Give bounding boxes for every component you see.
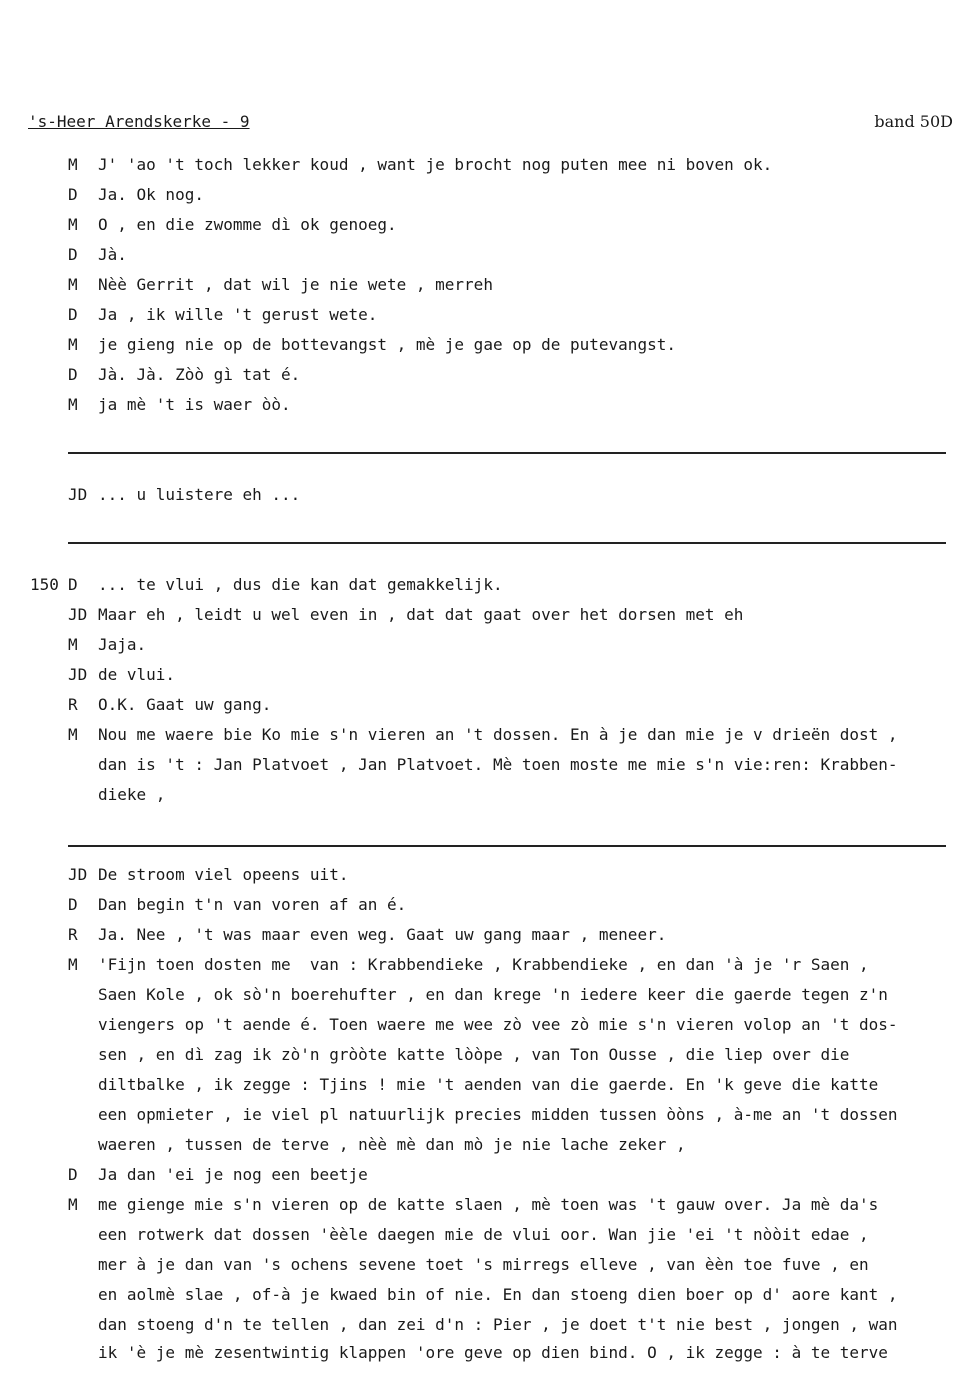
speaker-label: D xyxy=(68,245,78,264)
dialogue-line xyxy=(0,212,973,238)
utterance-text: diltbalke , ik zegge : Tjins ! mie 't aenden van die gaerde. En 'k geve die katte xyxy=(98,1075,879,1094)
utterance-text: Ja dan 'ei je nog een beetje xyxy=(98,1165,368,1184)
document-title: 's-Heer Arendskerke - 9 xyxy=(28,112,250,131)
utterance-text: Jaja. xyxy=(98,635,147,654)
utterance-text: Jà. Jà. Zòò gì tat é. xyxy=(98,365,301,384)
utterance-continuation xyxy=(0,1132,973,1158)
utterance-continuation xyxy=(0,782,973,808)
speaker-label: M xyxy=(68,335,78,354)
utterance-text: een rotwerk dat dossen 'èèle daegen mie de vlui oor. Wan jie 'ei 't nòòit edae , xyxy=(98,1225,869,1244)
speaker-label: R xyxy=(68,695,78,714)
utterance-continuation xyxy=(0,1042,973,1068)
dialogue-line xyxy=(0,392,973,418)
speaker-label: M xyxy=(68,155,78,174)
speaker-label: D xyxy=(68,365,78,384)
dialogue-line xyxy=(0,862,973,888)
dialogue-line xyxy=(0,1162,973,1188)
dialogue-line xyxy=(0,482,973,508)
utterance-text: een opmieter , ie viel pl natuurlijk precies midden tussen òòns , à-me an 't dossen xyxy=(98,1105,898,1124)
utterance-text: Saen Kole , ok sò'n boerehufter , en dan krege 'n iedere keer die gaerde tegen z'n xyxy=(98,985,888,1004)
utterance-text: Ja , ik wille 't gerust wete. xyxy=(98,305,378,324)
dialogue-line xyxy=(0,692,973,718)
speaker-label: M xyxy=(68,215,78,234)
utterance-text: ... u luistere eh ... xyxy=(98,485,301,504)
utterance-text: Ja. Nee , 't was maar even weg. Gaat uw gang maar , meneer. xyxy=(98,925,667,944)
utterance-text: dan is 't : Jan Platvoet , Jan Platvoet. Mè toen moste me mie s'n vie:ren: Krabben- xyxy=(98,755,898,774)
utterance-continuation xyxy=(0,1312,973,1338)
speaker-label: JD xyxy=(68,665,88,684)
utterance-text: mer à je dan van 's ochens sevene toet 's mirregs elleve , van èèn toe fuve , en xyxy=(98,1255,869,1274)
section-divider xyxy=(68,845,946,847)
utterance-continuation xyxy=(0,1340,973,1366)
speaker-label: M xyxy=(68,1195,78,1214)
utterance-text: viengers op 't aende é. Toen waere me wee zò vee zò mie s'n vieren volop an 't dos- xyxy=(98,1015,898,1034)
speaker-label: M xyxy=(68,635,78,654)
dialogue-line xyxy=(0,332,973,358)
speaker-label: JD xyxy=(68,605,88,624)
band-label: band 50D xyxy=(874,112,953,131)
utterance-text: De stroom viel opeens uit. xyxy=(98,865,349,884)
utterance-text: waeren , tussen de terve , nèè mè dan mò je nie lache zeker , xyxy=(98,1135,686,1154)
utterance-text: O.K. Gaat uw gang. xyxy=(98,695,272,714)
dialogue-line xyxy=(0,1192,973,1218)
utterance-text: Nèè Gerrit , dat wil je nie wete , merreh xyxy=(98,275,493,294)
utterance-text: sen , en dì zag ik zò'n gròòte katte lòòpe , van Ton Ousse , die liep over die xyxy=(98,1045,850,1064)
utterance-text: O , en die zwomme dì ok genoeg. xyxy=(98,215,397,234)
speaker-label: D xyxy=(68,185,78,204)
dialogue-line xyxy=(0,602,973,628)
section-divider xyxy=(68,542,946,544)
dialogue-line xyxy=(0,922,973,948)
speaker-label: D xyxy=(68,305,78,324)
utterance-continuation xyxy=(0,1012,973,1038)
speaker-label: R xyxy=(68,925,78,944)
speaker-label: M xyxy=(68,955,78,974)
utterance-text: Dan begin t'n van voren af an é. xyxy=(98,895,407,914)
dialogue-line xyxy=(0,182,973,208)
utterance-text: je gieng nie op de bottevangst , mè je gae op de putevangst. xyxy=(98,335,676,354)
speaker-label: M xyxy=(68,395,78,414)
utterance-continuation xyxy=(0,1252,973,1278)
utterance-continuation xyxy=(0,1222,973,1248)
utterance-continuation xyxy=(0,752,973,778)
utterance-text: J' 'ao 't toch lekker koud , want je brocht nog puten mee ni boven ok. xyxy=(98,155,773,174)
utterance-continuation xyxy=(0,1102,973,1128)
utterance-text: de vlui. xyxy=(98,665,176,684)
utterance-text: en aolmè slae , of-à je kwaed bin of nie. En dan stoeng dien boer op d' aore kant , xyxy=(98,1285,898,1304)
speaker-label: JD xyxy=(68,865,88,884)
speaker-label: M xyxy=(68,275,78,294)
speaker-label: JD xyxy=(68,485,88,504)
utterance-text: ... te vlui , dus die kan dat gemakkelijk. xyxy=(98,575,503,594)
dialogue-line xyxy=(0,272,973,298)
utterance-text: dieke , xyxy=(98,785,166,804)
line-number: 150 xyxy=(30,575,59,594)
utterance-text: ja mè 't is waer òò. xyxy=(98,395,291,414)
utterance-text: Ja. Ok nog. xyxy=(98,185,204,204)
speaker-label: M xyxy=(68,725,78,744)
speaker-label: D xyxy=(68,1165,78,1184)
dialogue-line xyxy=(0,362,973,388)
dialogue-line xyxy=(0,572,973,598)
utterance-text: Nou me waere bie Ko mie s'n vieren an 't dossen. En à je dan mie je v drieën dost , xyxy=(98,725,898,744)
utterance-text: dan stoeng d'n te tellen , dan zei d'n : Pier , je doet t't nie best , jongen , wan xyxy=(98,1315,898,1334)
utterance-text: 'Fijn toen dosten me van : Krabbendieke , Krabbendieke , en dan 'à je 'r Saen , xyxy=(98,955,869,974)
speaker-label: D xyxy=(68,575,78,594)
dialogue-line xyxy=(0,152,973,178)
utterance-text: ik 'è je mè zesentwintig klappen 'ore geve op dien bind. O , ik zegge : à te terve xyxy=(98,1343,888,1362)
dialogue-line xyxy=(0,892,973,918)
dialogue-line xyxy=(0,662,973,688)
utterance-text: Jà. xyxy=(98,245,127,264)
dialogue-line xyxy=(0,722,973,748)
speaker-label: D xyxy=(68,895,78,914)
dialogue-line xyxy=(0,302,973,328)
utterance-continuation xyxy=(0,982,973,1008)
section-divider xyxy=(68,452,946,454)
utterance-text: me gienge mie s'n vieren op de katte slaen , mè toen was 't gauw over. Ja mè da's xyxy=(98,1195,879,1214)
dialogue-line xyxy=(0,632,973,658)
dialogue-line xyxy=(0,242,973,268)
utterance-continuation xyxy=(0,1072,973,1098)
dialogue-line xyxy=(0,952,973,978)
utterance-continuation xyxy=(0,1282,973,1308)
utterance-text: Maar eh , leidt u wel even in , dat dat gaat over het dorsen met eh xyxy=(98,605,744,624)
